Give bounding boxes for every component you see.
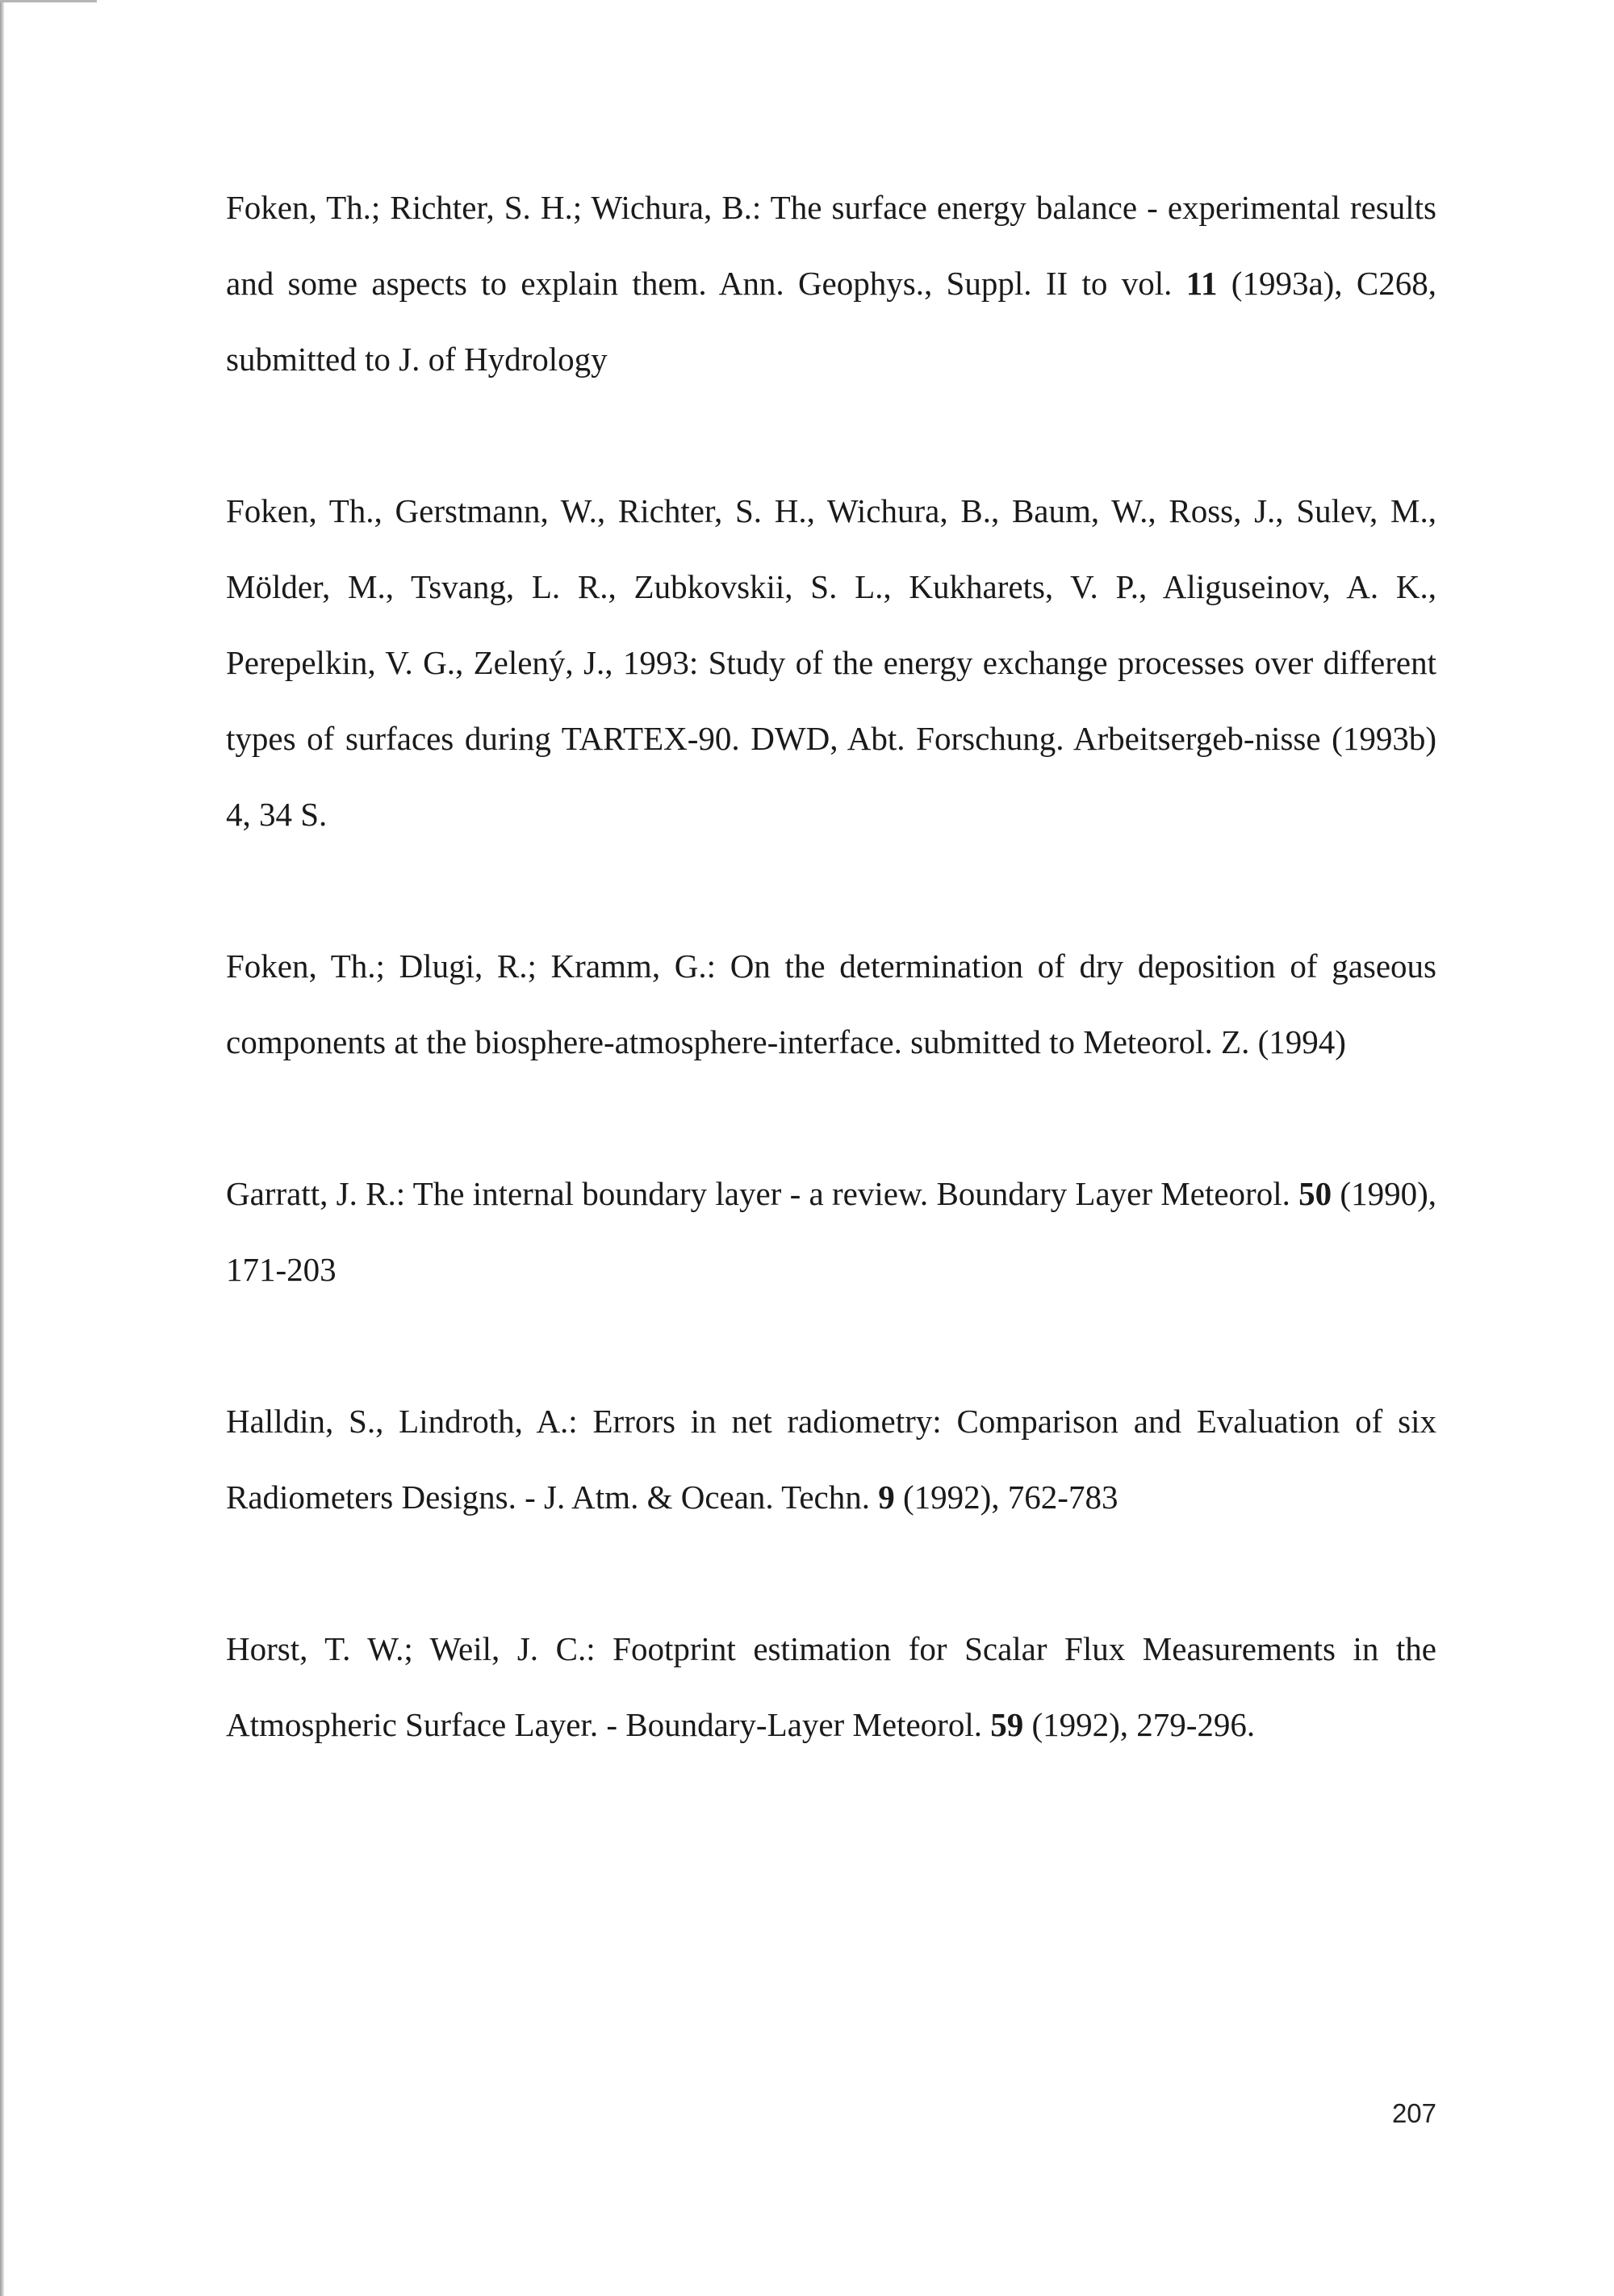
- reference-text: Foken, Th.; Richter, S. H.; Wichura, B.: The surface energy balance - experimental results and some aspects to explain them. Ann. Geophys., Suppl. II to vol.: [226, 189, 1436, 302]
- reference-entry: [226, 1611, 1436, 1763]
- scan-top-mark: [0, 0, 97, 2]
- reference-text: Foken, Th., Gerstmann, W., Richter, S. H., Wichura, B., Baum, W., Ross, J., Sulev, M., Mölder, M., Tsvang, L. R., Zubkovskii, S. L., Kukharets, V. P., Aliguseinov, A. K., Perepelkin, V. G., Zelený, J., 1993: Study of the energy exchange processes over different types of surfaces during TARTEX-90. DWD, Abt. Forschung. Arbeitsergeb-nisse (1993b) 4, 34 S.: [226, 492, 1436, 833]
- reference-volume: 59: [990, 1706, 1024, 1743]
- reference-text: Halldin, S., Lindroth, A.: Errors in net radiometry: Comparison and Evaluation of six Radiometers Designs. - J. Atm. & Ocean. Techn.: [226, 1403, 1436, 1516]
- reference-text-tail: (1992), 762-783: [894, 1478, 1119, 1516]
- reference-text: Horst, T. W.; Weil, J. C.: Footprint estimation for Scalar Flux Measurements in the Atmospheric Surface Layer. - Boundary-Layer Meteorol.: [226, 1630, 1436, 1743]
- reference-volume: 11: [1185, 265, 1218, 302]
- reference-entry: [226, 169, 1436, 397]
- page-number: 207: [1391, 2098, 1436, 2128]
- reference-text-tail: (1993a), C268, submitted to J. of Hydrology: [226, 265, 1436, 378]
- reference-entry: [226, 1383, 1436, 1535]
- reference-volume: 9: [878, 1478, 895, 1516]
- reference-volume: 50: [1298, 1175, 1332, 1212]
- reference-text: Garratt, J. R.: The internal boundary layer - a review. Boundary Layer Meteorol.: [226, 1175, 1299, 1212]
- reference-text-tail: (1992), 279-296.: [1023, 1706, 1256, 1743]
- reference-text: Foken, Th.; Dlugi, R.; Kramm, G.: On the determination of dry deposition of gaseous components at the biosphere-atmosphere-interface. submitted to Meteorol. Z. (1994): [226, 947, 1436, 1060]
- reference-entry: [226, 473, 1436, 852]
- reference-list: [226, 169, 1436, 1763]
- reference-text-tail: (1990), 171-203: [226, 1175, 1436, 1288]
- scan-left-edge: [0, 0, 4, 2296]
- reference-entry: [226, 928, 1436, 1080]
- reference-entry: [226, 1156, 1436, 1307]
